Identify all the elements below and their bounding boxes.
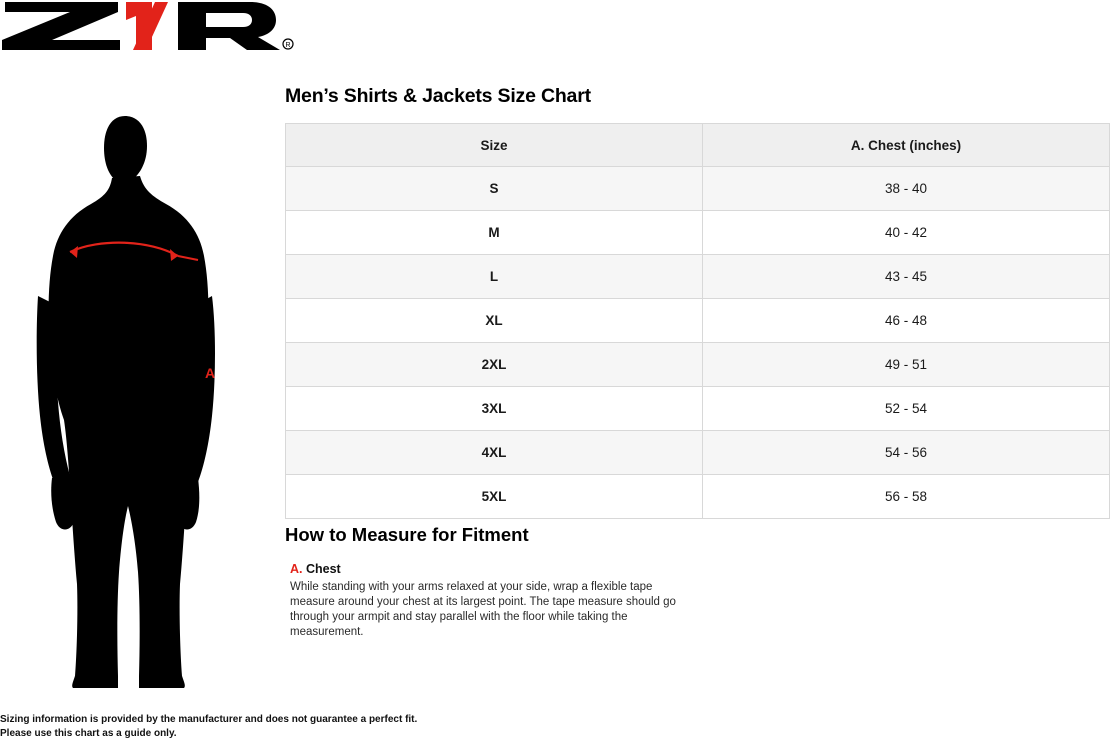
measure-name: Chest <box>305 562 341 576</box>
table-row <box>286 475 1110 519</box>
measure-instruction-a <box>290 562 710 640</box>
cell-size: 5XL <box>286 475 703 519</box>
column-header-size: Size <box>286 124 703 167</box>
cell-chest: 40 - 42 <box>703 211 1110 255</box>
cell-size: 2XL <box>286 343 703 387</box>
z1r-logo-icon <box>0 0 300 52</box>
table-row <box>286 299 1110 343</box>
measurement-figure <box>0 110 285 690</box>
cell-size: S <box>286 167 703 211</box>
table-row <box>286 255 1110 299</box>
cell-chest: 54 - 56 <box>703 431 1110 475</box>
measure-letter: A. <box>290 562 303 576</box>
cell-size: L <box>286 255 703 299</box>
cell-chest: 56 - 58 <box>703 475 1110 519</box>
column-header-chest: A. Chest (inches) <box>703 124 1110 167</box>
cell-chest: 52 - 54 <box>703 387 1110 431</box>
footnote-line-1: Sizing information is provided by the manufacturer and does not guarantee a perfect fit. <box>0 714 418 725</box>
male-torso-silhouette-icon <box>0 110 285 690</box>
brand-logo <box>0 0 300 52</box>
table-row <box>286 167 1110 211</box>
cell-size: M <box>286 211 703 255</box>
footnote <box>0 713 417 741</box>
cell-size: XL <box>286 299 703 343</box>
table-row <box>286 343 1110 387</box>
table-row <box>286 431 1110 475</box>
table-header-row <box>286 124 1110 167</box>
cell-size: 3XL <box>286 387 703 431</box>
table-row <box>286 211 1110 255</box>
table-row <box>286 387 1110 431</box>
cell-chest: 38 - 40 <box>703 167 1110 211</box>
measure-description: While standing with your arms relaxed at your side, wrap a flexible tape measure around your chest at its largest point. The tape measure should go through your armpit and stay parallel with the floor while taking the measurement. <box>290 581 676 638</box>
size-chart-table <box>285 123 1110 519</box>
cell-chest: 46 - 48 <box>703 299 1110 343</box>
how-to-measure-title: How to Measure for Fitment <box>285 524 529 545</box>
page-title: Men’s Shirts & Jackets Size Chart <box>285 85 591 107</box>
cell-chest: 43 - 45 <box>703 255 1110 299</box>
measure-marker-a: A <box>205 365 216 381</box>
svg-text:R: R <box>285 42 291 49</box>
cell-chest: 49 - 51 <box>703 343 1110 387</box>
cell-size: 4XL <box>286 431 703 475</box>
footnote-line-2: Please use this chart as a guide only. <box>0 728 177 739</box>
measure-instruction-heading <box>290 562 710 576</box>
